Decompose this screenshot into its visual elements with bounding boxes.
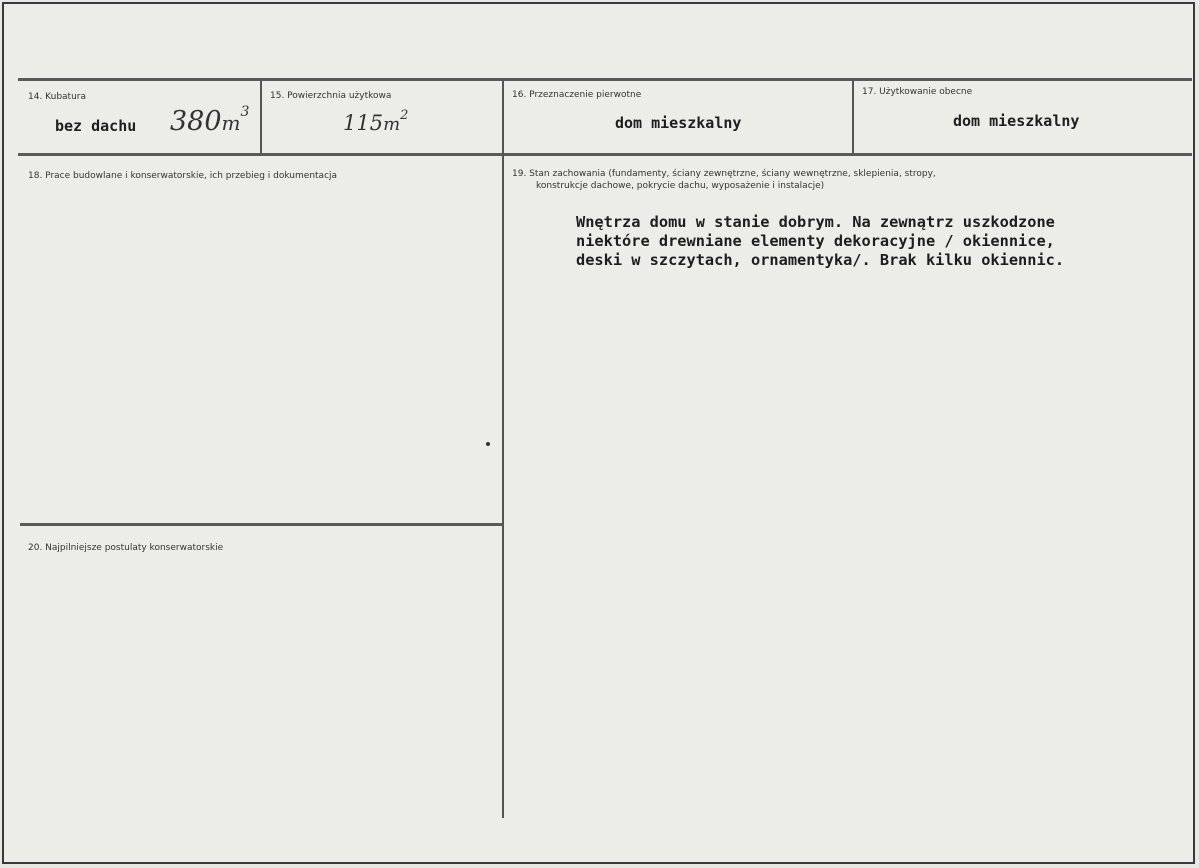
field-20-label: 20. Najpilniejsze postulaty konserwatorskie — [28, 543, 224, 553]
field-19-label-line2: konstrukcje dachowe, pokrycie dachu, wyposażenie i instalacje) — [536, 181, 825, 191]
field-14-typed-value: bez dachu — [55, 117, 137, 135]
field-19-line: niektóre drewniane elementy dekoracyjne / okiennice, — [576, 232, 1055, 250]
ink-dot — [486, 442, 490, 446]
row1-bottom-rule — [18, 153, 1192, 156]
field-17-label: 17. Użytkowanie obecne — [862, 87, 973, 97]
field-16-label: 16. Przeznaczenie pierwotne — [512, 90, 642, 100]
divider-14-15 — [260, 80, 262, 155]
field-14-label: 14. Kubatura — [28, 92, 87, 102]
field-15-handwritten-value: $115m^2$ — [343, 108, 409, 135]
field-19-line: Wnętrza domu w stanie dobrym. Na zewnątrz uszkodzone — [576, 213, 1055, 231]
field-14-handwritten-value: $380m^3$ — [170, 104, 250, 137]
field-16-value: dom mieszkalny — [615, 114, 742, 132]
divider-16-17 — [852, 80, 854, 155]
divider-main — [502, 80, 504, 818]
field-18-label: 18. Prace budowlane i konserwatorskie, ich przebieg i dokumentacja — [28, 171, 338, 181]
field-15-label: 15. Powierzchnia użytkowa — [270, 91, 392, 101]
field-19-label-line1: 19. Stan zachowania (fundamenty, ściany zewnętrzne, ściany wewnętrzne, sklepienia, stropy, — [512, 169, 936, 179]
field-19-line: deski w szczytach, ornamentyka/. Brak kilku okiennic. — [576, 251, 1065, 269]
section18-bottom-rule — [20, 523, 504, 526]
field-17-value: dom mieszkalny — [953, 112, 1080, 130]
top-rule — [18, 78, 1192, 81]
field-19-typed-text — [576, 213, 1064, 270]
